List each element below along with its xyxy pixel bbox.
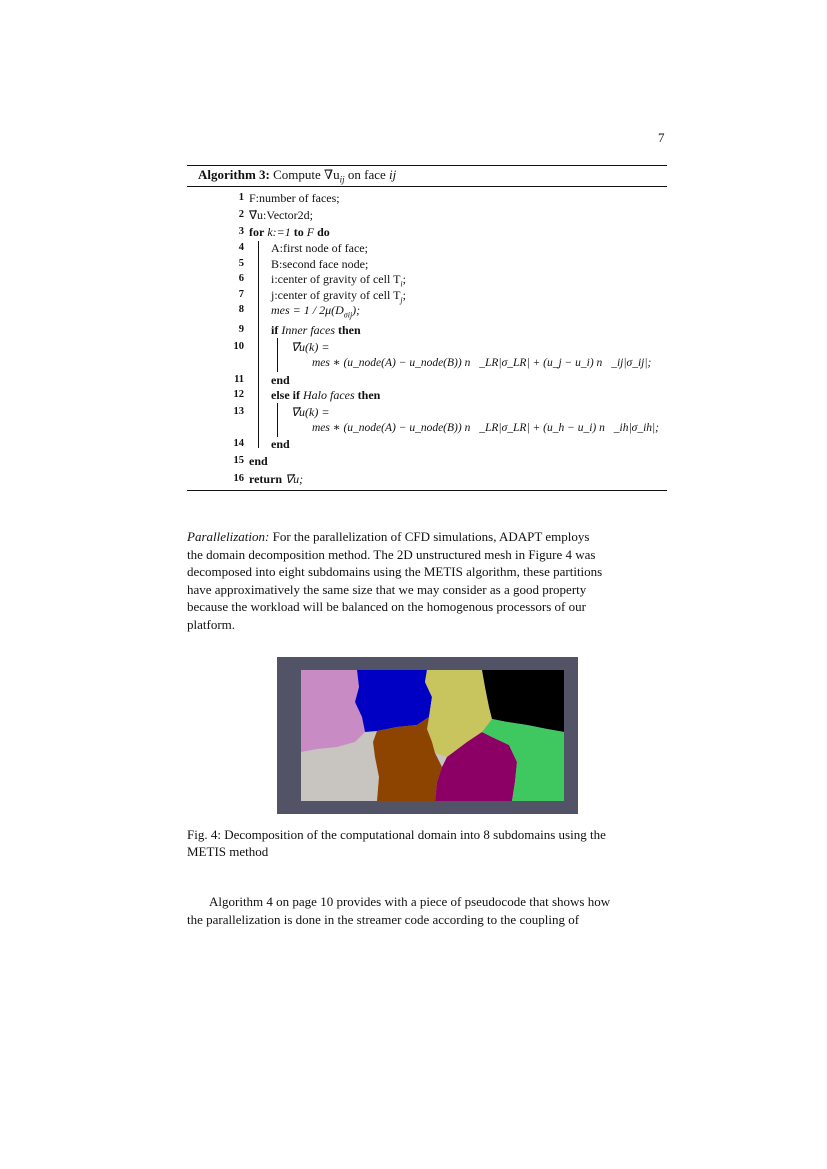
metis-decomposition-figure — [277, 657, 578, 814]
line-text: j:center of gravity of cell T — [271, 288, 401, 302]
line-number: 12 — [233, 389, 244, 400]
condition: Inner faces — [281, 323, 335, 337]
line-number: 7 — [238, 289, 244, 300]
paragraph-line: have approximatively the same size that we may consider as a good property — [187, 581, 587, 597]
line-number: 11 — [234, 374, 244, 385]
caption-line: Fig. 4: Decomposition of the computational domain into 8 subdomains using the — [187, 827, 606, 842]
line-number: 9 — [238, 324, 244, 335]
line-text: mes = 1 / 2μ(D — [271, 303, 344, 317]
keyword-return: return — [249, 472, 283, 486]
paragraph-parallelization — [187, 528, 667, 633]
page-number: 7 — [658, 130, 665, 145]
line-number: 1 — [238, 192, 244, 203]
line-text: mes ∗ (u_node(A) − u_node(B)) n⃗_LR|σ_LR| + (u_j − u_i) n⃗_ij|σ_ij|; — [312, 357, 652, 369]
algorithm-title-sub: ij — [339, 174, 345, 185]
paragraph-line: the domain decomposition method. The 2D unstructured mesh in Figure 4 was — [187, 546, 596, 562]
line-number: 5 — [238, 258, 244, 269]
line-number: 14 — [233, 438, 244, 449]
keyword-do: do — [317, 225, 330, 239]
paragraph-line: platform. — [187, 616, 236, 632]
condition: Halo faces — [303, 388, 355, 402]
algorithm-title-tail: on face — [344, 167, 390, 182]
line-number: 4 — [238, 242, 244, 253]
loop-bound: F — [306, 225, 315, 239]
keyword-if: if — [271, 323, 279, 337]
if-block-bar — [277, 338, 278, 372]
line-sub: j — [400, 295, 403, 305]
algorithm-bottom-rule — [187, 490, 667, 491]
line-number: 16 — [233, 473, 244, 484]
line-text: F:number of faces; — [249, 191, 340, 205]
line-text: ∇⃗u(k) = — [291, 340, 330, 354]
algorithm-title-face: ij — [389, 167, 397, 182]
line-sub: σij — [343, 310, 353, 320]
return-value: ∇⃗u; — [285, 472, 304, 486]
line-number: 8 — [238, 304, 244, 315]
caption-line: METIS method — [187, 844, 269, 859]
paragraph-line: decomposed into eight subdomains using the METIS algorithm, these partitions — [187, 564, 603, 579]
line-sub: i — [400, 279, 403, 289]
line-number: 13 — [233, 406, 244, 417]
line-number: 2 — [238, 209, 244, 220]
line-number: 6 — [238, 273, 244, 284]
keyword-then: then — [357, 388, 381, 402]
algorithm-title — [198, 167, 396, 185]
algorithm-title-text: Compute ∇u — [273, 167, 340, 182]
keyword-to: to — [293, 225, 304, 239]
line-text: mes ∗ (u_node(A) − u_node(B)) n⃗_LR|σ_LR| + (u_h − u_i) n⃗_ih|σ_ih|; — [312, 422, 660, 434]
paragraph-line: the parallelization is done in the streamer code according to the coupling of — [187, 911, 580, 927]
else-block-bar — [277, 403, 278, 437]
for-block-bar — [258, 241, 259, 448]
algorithm-label: Algorithm 3: — [198, 167, 270, 182]
line-number: 15 — [233, 455, 244, 466]
paragraph-algorithm-4 — [187, 893, 667, 928]
paragraph-lead: Parallelization: — [187, 529, 270, 544]
keyword-else-if: else if — [271, 388, 300, 402]
figure-domain — [301, 670, 564, 801]
loop-var: k:=1 — [267, 225, 291, 239]
line-number: 10 — [233, 341, 244, 352]
paragraph-line: Algorithm 4 on page 10 provides with a piece of pseudocode that shows how — [209, 894, 611, 909]
algorithm-header-rule — [187, 186, 667, 187]
keyword-for: for — [249, 225, 265, 239]
line-text: i:center of gravity of cell T — [271, 272, 401, 286]
subdomain-pink — [301, 670, 365, 752]
paragraph-line: because the workload will be balanced on the homogenous processors of our — [187, 599, 586, 614]
keyword-end: end — [249, 454, 268, 468]
line-text: A:first node of face; — [271, 241, 368, 255]
keyword-end: end — [271, 373, 290, 387]
paragraph-line: For the parallelization of CFD simulations, ADAPT employs — [272, 529, 590, 544]
line-text: ∇⃗u(k) = — [291, 405, 330, 419]
keyword-then: then — [338, 323, 361, 337]
figure-caption — [187, 826, 667, 860]
line-text: ∇⃗u:Vector2d; — [249, 208, 314, 222]
line-number: 3 — [238, 226, 244, 237]
keyword-end: end — [271, 437, 290, 451]
line-text: B:second face node; — [271, 257, 369, 271]
